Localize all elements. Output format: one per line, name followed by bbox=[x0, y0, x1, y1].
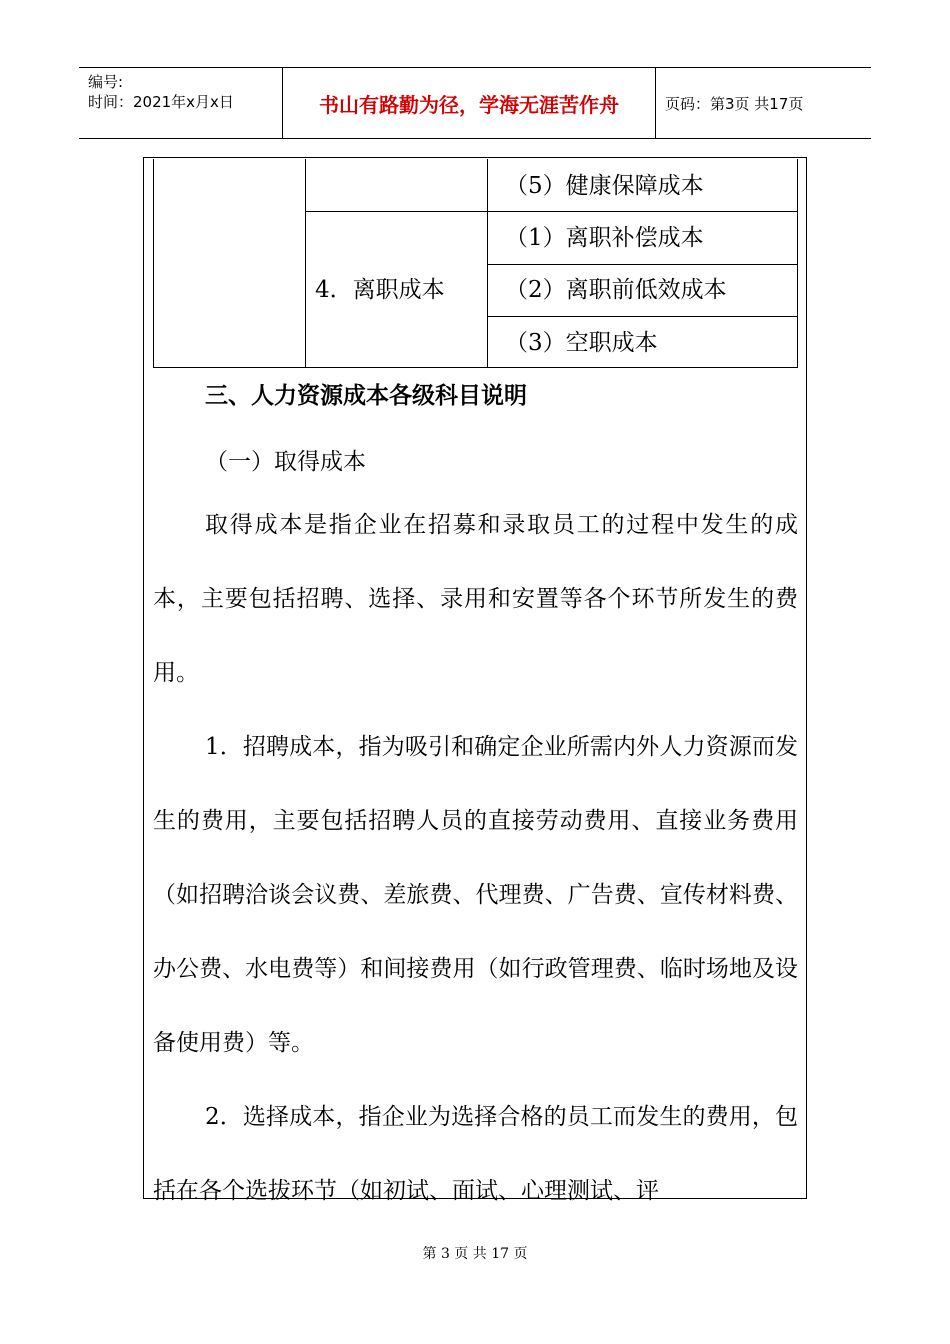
table-cell: （3）空职成本 bbox=[505, 330, 658, 356]
paragraph-acquisition-cost: 取得成本是指企业在招募和录取员工的过程中发生的成本，主要包括招聘、选择、录用和安置等各个环节所发生的费用。 bbox=[153, 512, 798, 686]
table-cell-category: 4．离职成本 bbox=[315, 277, 445, 303]
table-row-line bbox=[305, 211, 798, 212]
section-subheading: （一）取得成本 bbox=[205, 449, 366, 475]
document-time-label: 时间：2021年x月x日 bbox=[88, 93, 234, 111]
header-slogan: 书山有路勤为径，学海无涯苦作舟 bbox=[319, 92, 619, 117]
table-cell: （5）健康保障成本 bbox=[505, 173, 704, 199]
header-meta bbox=[88, 72, 234, 112]
table-row-line bbox=[487, 264, 798, 265]
paragraph-recruitment-cost: 1．招聘成本，指为吸引和确定企业所需内外人力资源而发生的费用，主要包括招聘人员的直接劳动费用、直接业务费用（如招聘洽谈会议费、差旅费、代理费、广告费、宣传材料费、办公费、水电费等）和间接费用（如行政管理费、临时场地及设备使用费）等。 bbox=[153, 734, 798, 1056]
table-column-line bbox=[305, 159, 306, 368]
table-row-line bbox=[487, 316, 798, 317]
page-footer: 第 3 页 共 17 页 bbox=[422, 1246, 528, 1262]
cost-table bbox=[153, 159, 798, 368]
header-page-label: 页码：第3页 共17页 bbox=[665, 94, 804, 113]
table-border bbox=[153, 367, 798, 368]
page-header bbox=[79, 67, 871, 139]
header-divider bbox=[655, 68, 656, 138]
paragraph-selection-cost: 2．选择成本，指企业为选择合格的员工而发生的费用，包括在各个选拔环节（如初试、面试、心理测试、评 bbox=[153, 1104, 798, 1204]
table-cell: （1）离职补偿成本 bbox=[505, 225, 704, 251]
table-border bbox=[153, 159, 154, 368]
document-number-label: 编号: bbox=[88, 73, 124, 91]
section-heading: 三、人力资源成本各级科目说明 bbox=[205, 382, 527, 409]
table-cell: （2）离职前低效成本 bbox=[505, 277, 727, 303]
